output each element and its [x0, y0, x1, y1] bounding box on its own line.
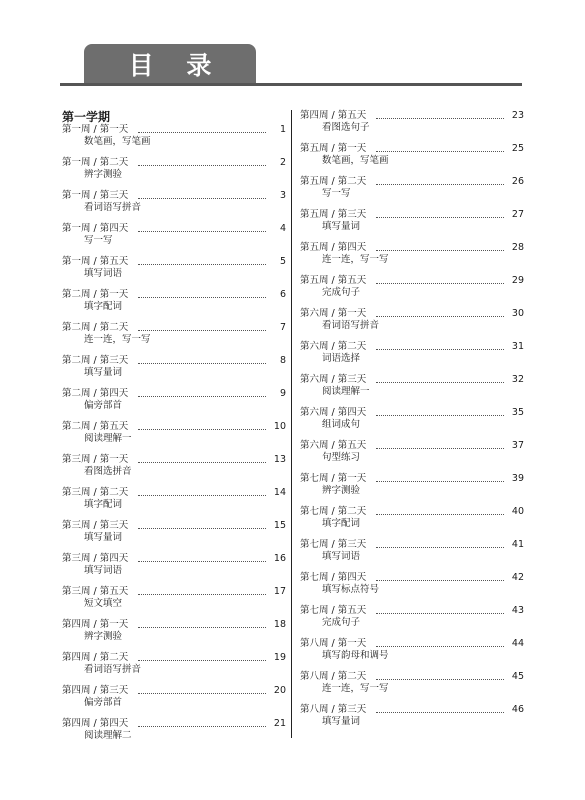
toc-entry-topic: 句型练习 [322, 452, 361, 463]
toc-entry-header [300, 308, 524, 320]
toc-entry-header [62, 652, 286, 664]
toc-entry-header [62, 289, 286, 301]
toc-entry-header [62, 553, 286, 565]
toc-entry-header [62, 355, 286, 367]
toc-entry-topic: 看词语写拼音 [84, 202, 142, 213]
toc-entry[interactable] [62, 355, 286, 388]
toc-entry-topic: 填写词语 [322, 551, 361, 562]
toc-entry-topic: 填写量词 [84, 367, 123, 378]
toc-entry[interactable] [300, 242, 524, 275]
toc-entry-page: 19 [273, 652, 286, 663]
dot-leader [138, 693, 266, 694]
dot-leader [376, 283, 504, 284]
toc-entry-page: 3 [279, 190, 286, 201]
toc-entry[interactable] [300, 473, 524, 506]
toc-entry-week: 第七周 / 第一天 [300, 473, 367, 484]
toc-entry-topic: 偏旁部首 [84, 697, 123, 708]
dot-leader [376, 679, 504, 680]
toc-entry-page: 28 [511, 242, 524, 253]
toc-entry-week: 第三周 / 第四天 [62, 553, 129, 564]
toc-entry[interactable] [300, 440, 524, 473]
toc-entry-page: 10 [273, 421, 286, 432]
toc-entry-week: 第五周 / 第一天 [300, 143, 367, 154]
toc-entry-week: 第一周 / 第五天 [62, 256, 129, 267]
toc-entry-page: 18 [273, 619, 286, 630]
toc-entry[interactable] [62, 157, 286, 190]
dot-leader [376, 250, 504, 251]
dot-leader [376, 580, 504, 581]
dot-leader [138, 231, 266, 232]
toc-entry-week: 第四周 / 第二天 [62, 652, 129, 663]
toc-entry-topic: 填写词语 [84, 565, 123, 576]
toc-entry[interactable] [62, 685, 286, 718]
toc-entry[interactable] [300, 275, 524, 308]
toc-entry-topic: 阅读理解一 [322, 386, 370, 397]
toc-entry[interactable] [300, 176, 524, 209]
dot-leader [376, 481, 504, 482]
toc-entry-topic: 词语选择 [322, 353, 361, 364]
toc-entry-header [300, 374, 524, 386]
dot-leader [138, 297, 266, 298]
toc-entry-week: 第七周 / 第四天 [300, 572, 367, 583]
toc-entry[interactable] [300, 110, 524, 143]
dot-leader [138, 660, 266, 661]
toc-entry-page: 42 [511, 572, 524, 583]
toc-entry[interactable] [300, 341, 524, 374]
dot-leader [376, 415, 504, 416]
toc-entry-page: 30 [511, 308, 524, 319]
dot-leader [138, 396, 266, 397]
toc-entry-header [300, 143, 524, 155]
toc-entry[interactable] [62, 289, 286, 322]
toc-entry-page: 2 [279, 157, 286, 168]
toc-entry[interactable] [62, 619, 286, 652]
title-tab [84, 44, 256, 84]
toc-entry-week: 第八周 / 第三天 [300, 704, 367, 715]
toc-entry-week: 第三周 / 第一天 [62, 454, 129, 465]
toc-entry-topic: 填字配词 [84, 301, 123, 312]
column-divider [291, 110, 292, 738]
toc-entry[interactable] [300, 506, 524, 539]
toc-entry-week: 第四周 / 第三天 [62, 685, 129, 696]
dot-leader [376, 514, 504, 515]
toc-entry-page: 20 [273, 685, 286, 696]
toc-entry-header [62, 157, 286, 169]
toc-entry-topic: 完成句子 [322, 617, 361, 628]
toc-entry[interactable] [300, 605, 524, 638]
toc-entry-week: 第四周 / 第一天 [62, 619, 129, 630]
dot-leader [376, 547, 504, 548]
toc-entry-week: 第二周 / 第一天 [62, 289, 129, 300]
dot-leader [138, 561, 266, 562]
toc-entry-week: 第五周 / 第三天 [300, 209, 367, 220]
toc-entry-header [300, 704, 524, 716]
toc-entry-topic: 偏旁部首 [84, 400, 123, 411]
toc-entry[interactable] [300, 539, 524, 572]
toc-entry-week: 第六周 / 第四天 [300, 407, 367, 418]
toc-entry-topic: 填写词语 [84, 268, 123, 279]
toc-entry-week: 第六周 / 第二天 [300, 341, 367, 352]
dot-leader [138, 330, 266, 331]
toc-entry-week: 第七周 / 第五天 [300, 605, 367, 616]
toc-entry-header [300, 341, 524, 353]
dot-leader [138, 429, 266, 430]
toc-entry-topic: 阅读理解一 [84, 433, 132, 444]
toc-entry-topic: 看图选句子 [322, 122, 370, 133]
toc-entry-topic: 写一写 [84, 235, 113, 246]
toc-entry-week: 第六周 / 第一天 [300, 308, 367, 319]
toc-entry-page: 9 [279, 388, 286, 399]
toc-entry-week: 第一周 / 第一天 [62, 124, 129, 135]
toc-entry-header [62, 124, 286, 136]
toc-entry-week: 第八周 / 第一天 [300, 638, 367, 649]
dot-leader [138, 165, 266, 166]
page-title: 目 录 [128, 51, 224, 80]
toc-entry-page: 35 [511, 407, 524, 418]
toc-entry[interactable] [62, 388, 286, 421]
toc-entry-header [300, 539, 524, 551]
toc-right-column [300, 110, 524, 737]
dot-leader [376, 448, 504, 449]
dot-leader [376, 316, 504, 317]
toc-entry-header [300, 473, 524, 485]
toc-entry[interactable] [62, 718, 286, 751]
dot-leader [138, 495, 266, 496]
toc-entry-week: 第六周 / 第五天 [300, 440, 367, 451]
toc-entry-page: 27 [511, 209, 524, 220]
dot-leader [376, 712, 504, 713]
dot-leader [138, 627, 266, 628]
toc-entry-week: 第八周 / 第二天 [300, 671, 367, 682]
toc-entry-week: 第一周 / 第四天 [62, 223, 129, 234]
toc-entry[interactable] [300, 308, 524, 341]
toc-entry-header [62, 388, 286, 400]
toc-entry-page: 45 [511, 671, 524, 682]
section-title: 第一学期 [62, 110, 111, 124]
toc-entry[interactable] [300, 143, 524, 176]
toc-entry-page: 21 [273, 718, 286, 729]
toc-entry-header [300, 242, 524, 254]
dot-leader [138, 594, 266, 595]
toc-entry[interactable] [300, 638, 524, 671]
toc-entry[interactable] [62, 487, 286, 520]
toc-entry-topic: 填字配词 [84, 499, 123, 510]
toc-entry-page: 8 [279, 355, 286, 366]
toc-entry-page: 15 [273, 520, 286, 531]
toc-entry-header [62, 685, 286, 697]
toc-entry-page: 41 [511, 539, 524, 550]
dot-leader [376, 184, 504, 185]
toc-entry[interactable] [62, 586, 286, 619]
toc-entry-page: 43 [511, 605, 524, 616]
toc-entry-topic: 看词语写拼音 [322, 320, 380, 331]
dot-leader [138, 198, 266, 199]
toc-entry-week: 第七周 / 第二天 [300, 506, 367, 517]
dot-leader [138, 132, 266, 133]
toc-entry[interactable] [62, 124, 286, 157]
toc-entry[interactable] [300, 671, 524, 704]
dot-leader [376, 217, 504, 218]
toc-entry-header [62, 223, 286, 235]
toc-entry-topic: 连一连，写一写 [84, 334, 151, 345]
toc-entry-page: 7 [279, 322, 286, 333]
toc-entry-header [300, 506, 524, 518]
toc-entry-week: 第七周 / 第三天 [300, 539, 367, 550]
toc-entry[interactable] [300, 209, 524, 242]
toc-entry-page: 23 [511, 110, 524, 121]
toc-entry-page: 32 [511, 374, 524, 385]
toc-entry-week: 第六周 / 第三天 [300, 374, 367, 385]
toc-entry-topic: 看图选拼音 [84, 466, 132, 477]
toc-entry-page: 26 [511, 176, 524, 187]
toc-entry[interactable] [62, 421, 286, 454]
toc-entry-topic: 阅读理解二 [84, 730, 132, 741]
toc-entry-page: 29 [511, 275, 524, 286]
toc-entry-header [300, 275, 524, 287]
toc-entry-page: 39 [511, 473, 524, 484]
toc-entry-header [62, 421, 286, 433]
dot-leader [376, 646, 504, 647]
toc-entry-page: 14 [273, 487, 286, 498]
dot-leader [376, 613, 504, 614]
toc-entry-header [62, 520, 286, 532]
toc-entry[interactable] [300, 704, 524, 737]
toc-entry-page: 4 [279, 223, 286, 234]
dot-leader [138, 264, 266, 265]
toc-entry[interactable] [62, 256, 286, 289]
toc-entry[interactable] [62, 454, 286, 487]
toc-right-entries [300, 110, 524, 737]
toc-entry-topic: 填写韵母和调号 [322, 650, 389, 661]
toc-entry-topic: 连一连，写一写 [322, 683, 389, 694]
toc-entry-page: 16 [273, 553, 286, 564]
toc-entry-week: 第四周 / 第五天 [300, 110, 367, 121]
dot-leader [376, 151, 504, 152]
toc-entry[interactable] [300, 407, 524, 440]
toc-entry-week: 第三周 / 第五天 [62, 586, 129, 597]
dot-leader [376, 382, 504, 383]
toc-entry-week: 第二周 / 第五天 [62, 421, 129, 432]
toc-entry-header [300, 176, 524, 188]
dot-leader [138, 462, 266, 463]
toc-entry-topic: 填字配词 [322, 518, 361, 529]
dot-leader [138, 726, 266, 727]
toc-entry-header [300, 605, 524, 617]
toc-entry-header [300, 638, 524, 650]
toc-entry-week: 第五周 / 第五天 [300, 275, 367, 286]
toc-entry-topic: 辨字测验 [322, 485, 361, 496]
toc-entry-page: 40 [511, 506, 524, 517]
toc-left-entries [62, 124, 286, 751]
toc-entry-topic: 辨字测验 [84, 631, 123, 642]
toc-entry-header [300, 110, 524, 122]
toc-entry-topic: 组词成句 [322, 419, 361, 430]
toc-entry-week: 第一周 / 第三天 [62, 190, 129, 201]
toc-entry[interactable] [62, 520, 286, 553]
dot-leader [376, 349, 504, 350]
toc-entry-topic: 填写标点符号 [322, 584, 380, 595]
toc-entry-header [300, 572, 524, 584]
toc-entry-topic: 填写量词 [322, 221, 361, 232]
toc-entry[interactable] [62, 553, 286, 586]
toc-entry-topic: 数笔画，写笔画 [84, 136, 151, 147]
toc-entry[interactable] [62, 652, 286, 685]
toc-entry-week: 第二周 / 第四天 [62, 388, 129, 399]
toc-entry-topic: 填写量词 [322, 716, 361, 727]
toc-entry[interactable] [62, 322, 286, 355]
toc-entry-topic: 连一连，写一写 [322, 254, 389, 265]
toc-entry[interactable] [300, 374, 524, 407]
dot-leader [376, 118, 504, 119]
toc-entry-header [62, 619, 286, 631]
toc-entry[interactable] [300, 572, 524, 605]
toc-entry-page: 5 [279, 256, 286, 267]
toc-entry-header [62, 256, 286, 268]
toc-entry-topic: 完成句子 [322, 287, 361, 298]
toc-entry-topic: 数笔画，写笔画 [322, 155, 389, 166]
toc-entry[interactable] [62, 223, 286, 256]
toc-entry-page: 1 [279, 124, 286, 135]
toc-entry-header [300, 407, 524, 419]
toc-entry-week: 第三周 / 第二天 [62, 487, 129, 498]
toc-entry-header [62, 454, 286, 466]
toc-entry-page: 17 [273, 586, 286, 597]
toc-entry-topic: 写一写 [322, 188, 351, 199]
toc-entry-week: 第二周 / 第二天 [62, 322, 129, 333]
dot-leader [138, 528, 266, 529]
toc-entry-page: 44 [511, 638, 524, 649]
toc-entry-week: 第二周 / 第三天 [62, 355, 129, 366]
toc-entry-header [300, 440, 524, 452]
toc-entry-week: 第三周 / 第三天 [62, 520, 129, 531]
toc-entry-topic: 填写量词 [84, 532, 123, 543]
toc-entry-page: 46 [511, 704, 524, 715]
toc-entry-topic: 短文填空 [84, 598, 123, 609]
toc-entry-page: 13 [273, 454, 286, 465]
toc-entry-page: 6 [279, 289, 286, 300]
toc-entry-header [300, 671, 524, 683]
toc-entry-header [62, 487, 286, 499]
toc-entry-topic: 看词语写拼音 [84, 664, 142, 675]
toc-entry-week: 第五周 / 第二天 [300, 176, 367, 187]
toc-entry-topic: 辨字测验 [84, 169, 123, 180]
toc-entry-header [62, 190, 286, 202]
toc-entry-page: 31 [511, 341, 524, 352]
toc-entry[interactable] [62, 190, 286, 223]
toc-entry-header [62, 718, 286, 730]
toc-entry-week: 第一周 / 第二天 [62, 157, 129, 168]
toc-entry-week: 第五周 / 第四天 [300, 242, 367, 253]
toc-entry-page: 37 [511, 440, 524, 451]
toc-entry-header [62, 322, 286, 334]
toc-entry-week: 第四周 / 第四天 [62, 718, 129, 729]
title-rule [60, 83, 522, 86]
toc-entry-page: 25 [511, 143, 524, 154]
dot-leader [138, 363, 266, 364]
toc-left-column [62, 110, 286, 751]
toc-entry-header [62, 586, 286, 598]
toc-entry-header [300, 209, 524, 221]
